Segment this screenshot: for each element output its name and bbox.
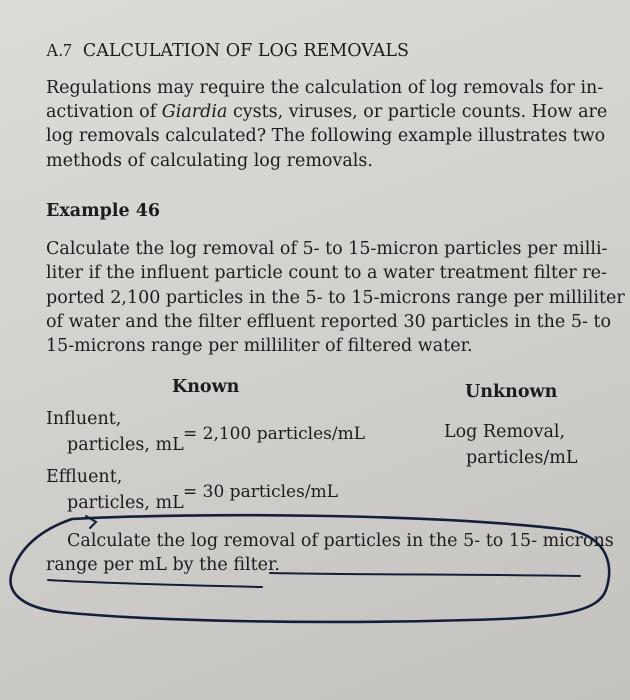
example-line: liter if the influent particle count to a water treatment filter re- [46, 263, 607, 283]
example-line: ported 2,100 particles in the 5- to 15-microns range per milliliter [46, 288, 625, 308]
influent-label: Influent, [46, 409, 122, 429]
effluent-unit: particles, mL [67, 493, 184, 513]
italic-word: Giardia [161, 102, 228, 122]
example-line: 15-microns range per milliliter of filtered water. [46, 336, 473, 356]
unknown-heading: Unknown [465, 382, 558, 402]
intro-line-part: cysts, viruses, or particle counts. How are [227, 102, 608, 122]
intro-line: log removals calculated? The following example illustrates two [46, 126, 606, 146]
section-title: CALCULATION OF LOG REMOVALS [82, 41, 409, 61]
unknown-label: Log Removal, [444, 422, 566, 442]
pen-underline [48, 580, 262, 587]
instruction-line: Calculate the log removal of particles in the 5- to 15- microns [67, 531, 614, 551]
section-number: A.7 [46, 40, 72, 60]
influent-value: = 2,100 particles/mL [183, 424, 366, 444]
known-heading: Known [172, 377, 240, 397]
intro-line-part: activation of [46, 102, 162, 122]
example-title: Example 46 [46, 201, 161, 221]
pen-oval [11, 515, 610, 622]
influent-unit: particles, mL [67, 435, 184, 455]
pen-underline [270, 573, 580, 576]
intro-line: methods of calculating log removals. [46, 151, 373, 171]
intro-line: Regulations may require the calculation of log removals for in- [46, 78, 604, 98]
example-line: of water and the filter effluent reported 30 particles in the 5- to [46, 312, 612, 332]
effluent-label: Effluent, [46, 467, 123, 487]
unknown-unit: particles/mL [466, 448, 578, 468]
example-line: Calculate the log removal of 5- to 15-micron particles per milli- [46, 239, 608, 259]
effluent-value: = 30 particles/mL [183, 482, 338, 502]
instruction-line: range per mL by the filter. [46, 555, 280, 575]
